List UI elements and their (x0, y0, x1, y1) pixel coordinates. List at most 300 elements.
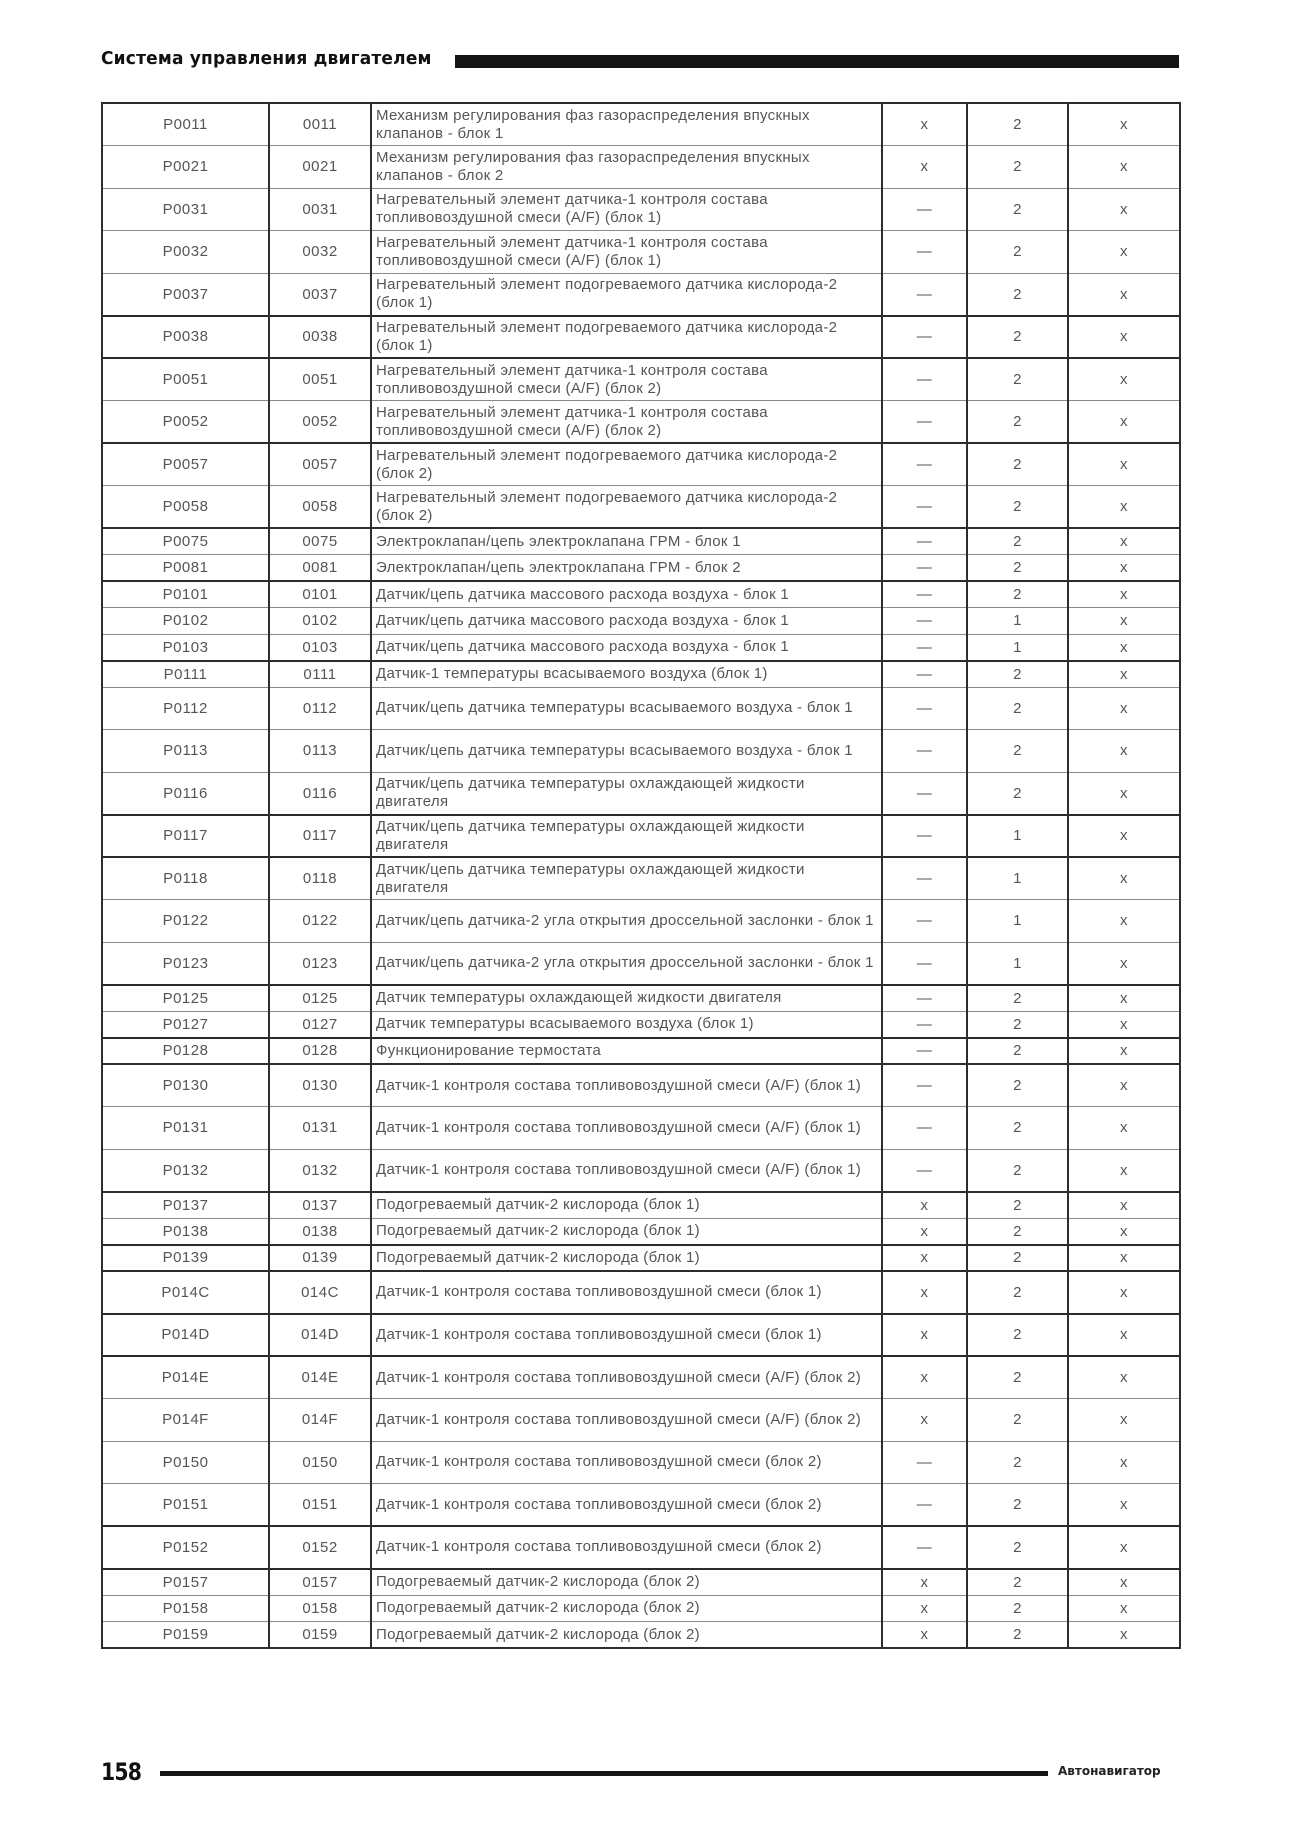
trip-count-cell: 2 (967, 1622, 1068, 1649)
table-row (102, 942, 1180, 985)
code-cell: P0037 (102, 273, 269, 316)
code-cell: P0157 (102, 1569, 269, 1596)
short-code-cell: 0152 (269, 1526, 371, 1569)
description-cell: Подогреваемый датчик-2 кислорода (блок 1) (371, 1218, 882, 1245)
trip-count-cell: 2 (967, 1107, 1068, 1150)
flag-cell-1: — (882, 316, 967, 359)
flag-cell-1: — (882, 634, 967, 661)
flag-cell-3: x (1068, 772, 1180, 815)
page-number: 158 (101, 1758, 142, 1786)
flag-cell-3: x (1068, 1314, 1180, 1357)
code-cell: P0057 (102, 443, 269, 486)
code-cell: P0038 (102, 316, 269, 359)
short-code-cell: 0128 (269, 1038, 371, 1065)
flag-cell-1: x (882, 146, 967, 189)
description-cell: Нагревательный элемент датчика-1 контроля состава топливовоздушной смеси (A/F) (блок 1) (371, 188, 882, 231)
code-cell: P0152 (102, 1526, 269, 1569)
flag-cell-1: — (882, 1526, 967, 1569)
flag-cell-3: x (1068, 555, 1180, 582)
table-row (102, 231, 1180, 274)
trip-count-cell: 2 (967, 188, 1068, 231)
short-code-cell: 0113 (269, 730, 371, 773)
description-cell: Датчик-1 контроля состава топливовоздушной смеси (блок 1) (371, 1314, 882, 1357)
flag-cell-1: x (882, 1569, 967, 1596)
table-row (102, 857, 1180, 900)
flag-cell-1: x (882, 1595, 967, 1622)
short-code-cell: 0116 (269, 772, 371, 815)
short-code-cell: 014F (269, 1399, 371, 1442)
flag-cell-3: x (1068, 687, 1180, 730)
trip-count-cell: 2 (967, 1271, 1068, 1314)
trip-count-cell: 2 (967, 687, 1068, 730)
description-cell: Датчик-1 контроля состава топливовоздушной смеси (блок 2) (371, 1441, 882, 1484)
flag-cell-1: — (882, 528, 967, 555)
flag-cell-1: — (882, 1441, 967, 1484)
flag-cell-1: x (882, 1314, 967, 1357)
flag-cell-1: — (882, 1149, 967, 1192)
table-row (102, 443, 1180, 486)
description-cell: Функционирование термостата (371, 1038, 882, 1065)
trip-count-cell: 2 (967, 146, 1068, 189)
table-row (102, 188, 1180, 231)
description-cell: Подогреваемый датчик-2 кислорода (блок 2) (371, 1569, 882, 1596)
flag-cell-3: x (1068, 815, 1180, 858)
trip-count-cell: 2 (967, 1441, 1068, 1484)
flag-cell-3: x (1068, 1107, 1180, 1150)
short-code-cell: 0123 (269, 942, 371, 985)
short-code-cell: 0150 (269, 1441, 371, 1484)
table-row (102, 661, 1180, 688)
code-cell: P0131 (102, 1107, 269, 1150)
trip-count-cell: 1 (967, 815, 1068, 858)
short-code-cell: 0159 (269, 1622, 371, 1649)
description-cell: Датчик/цепь датчика массового расхода воздуха - блок 1 (371, 608, 882, 635)
trip-count-cell: 2 (967, 581, 1068, 608)
description-cell: Датчик/цепь датчика массового расхода воздуха - блок 1 (371, 634, 882, 661)
flag-cell-1: — (882, 1011, 967, 1038)
short-code-cell: 0112 (269, 687, 371, 730)
table-row (102, 1038, 1180, 1065)
trip-count-cell: 2 (967, 1399, 1068, 1442)
description-cell: Электроклапан/цепь электроклапана ГРМ - блок 2 (371, 555, 882, 582)
table-row (102, 555, 1180, 582)
short-code-cell: 0032 (269, 231, 371, 274)
flag-cell-3: x (1068, 1218, 1180, 1245)
trip-count-cell: 2 (967, 1011, 1068, 1038)
trip-count-cell: 2 (967, 1526, 1068, 1569)
short-code-cell: 0101 (269, 581, 371, 608)
table-row (102, 1399, 1180, 1442)
code-cell: P0123 (102, 942, 269, 985)
flag-cell-1: — (882, 687, 967, 730)
flag-cell-3: x (1068, 1245, 1180, 1272)
table-row (102, 1484, 1180, 1527)
flag-cell-1: — (882, 486, 967, 529)
code-cell: P0150 (102, 1441, 269, 1484)
description-cell: Нагревательный элемент датчика-1 контроля состава топливовоздушной смеси (A/F) (блок 2) (371, 401, 882, 444)
flag-cell-1: x (882, 103, 967, 146)
code-cell: P014C (102, 1271, 269, 1314)
trip-count-cell: 2 (967, 528, 1068, 555)
description-cell: Датчик-1 контроля состава топливовоздушной смеси (блок 2) (371, 1526, 882, 1569)
flag-cell-3: x (1068, 316, 1180, 359)
code-cell: P014E (102, 1356, 269, 1399)
flag-cell-3: x (1068, 985, 1180, 1012)
description-cell: Нагревательный элемент датчика-1 контроля состава топливовоздушной смеси (A/F) (блок 1) (371, 231, 882, 274)
flag-cell-3: x (1068, 1441, 1180, 1484)
code-cell: P014F (102, 1399, 269, 1442)
table-row (102, 1218, 1180, 1245)
short-code-cell: 0038 (269, 316, 371, 359)
code-cell: P0117 (102, 815, 269, 858)
flag-cell-1: — (882, 942, 967, 985)
short-code-cell: 0021 (269, 146, 371, 189)
description-cell: Подогреваемый датчик-2 кислорода (блок 2) (371, 1595, 882, 1622)
description-cell: Датчик-1 контроля состава топливовоздушной смеси (A/F) (блок 1) (371, 1064, 882, 1107)
table-row (102, 146, 1180, 189)
description-cell: Нагревательный элемент подогреваемого датчика кислорода-2 (блок 2) (371, 486, 882, 529)
flag-cell-3: x (1068, 1356, 1180, 1399)
description-cell: Датчик-1 контроля состава топливовоздушной смеси (A/F) (блок 1) (371, 1107, 882, 1150)
trip-count-cell: 2 (967, 555, 1068, 582)
flag-cell-1: — (882, 857, 967, 900)
code-cell: P0158 (102, 1595, 269, 1622)
table-row (102, 1595, 1180, 1622)
short-code-cell: 014C (269, 1271, 371, 1314)
short-code-cell: 0158 (269, 1595, 371, 1622)
short-code-cell: 0117 (269, 815, 371, 858)
trip-count-cell: 2 (967, 231, 1068, 274)
table-row (102, 1149, 1180, 1192)
flag-cell-3: x (1068, 608, 1180, 635)
flag-cell-3: x (1068, 1595, 1180, 1622)
flag-cell-1: — (882, 985, 967, 1012)
table-row (102, 608, 1180, 635)
flag-cell-3: x (1068, 857, 1180, 900)
flag-cell-3: x (1068, 146, 1180, 189)
description-cell: Нагревательный элемент подогреваемого датчика кислорода-2 (блок 2) (371, 443, 882, 486)
short-code-cell: 0127 (269, 1011, 371, 1038)
description-cell: Электроклапан/цепь электроклапана ГРМ - блок 1 (371, 528, 882, 555)
flag-cell-1: — (882, 661, 967, 688)
description-cell: Датчик/цепь датчика температуры охлаждающей жидкости двигателя (371, 857, 882, 900)
flag-cell-1: x (882, 1399, 967, 1442)
table-row (102, 1192, 1180, 1219)
flag-cell-1: x (882, 1622, 967, 1649)
description-cell: Датчик/цепь датчика-2 угла открытия дроссельной заслонки - блок 1 (371, 900, 882, 943)
flag-cell-3: x (1068, 942, 1180, 985)
code-cell: P0058 (102, 486, 269, 529)
description-cell: Механизм регулирования фаз газораспределения впускных клапанов - блок 1 (371, 103, 882, 146)
code-cell: P0116 (102, 772, 269, 815)
short-code-cell: 0051 (269, 358, 371, 401)
table-row (102, 401, 1180, 444)
description-cell: Датчик-1 контроля состава топливовоздушной смеси (A/F) (блок 2) (371, 1356, 882, 1399)
flag-cell-1: — (882, 1038, 967, 1065)
short-code-cell: 0102 (269, 608, 371, 635)
description-cell: Подогреваемый датчик-2 кислорода (блок 2) (371, 1622, 882, 1649)
flag-cell-3: x (1068, 1192, 1180, 1219)
flag-cell-1: — (882, 608, 967, 635)
flag-cell-1: — (882, 1064, 967, 1107)
description-cell: Датчик/цепь датчика температуры всасываемого воздуха - блок 1 (371, 730, 882, 773)
table-row (102, 1064, 1180, 1107)
flag-cell-3: x (1068, 1271, 1180, 1314)
table-row (102, 1245, 1180, 1272)
trip-count-cell: 2 (967, 1218, 1068, 1245)
code-cell: P0031 (102, 188, 269, 231)
trip-count-cell: 2 (967, 661, 1068, 688)
trip-count-cell: 2 (967, 1569, 1068, 1596)
code-cell: P0112 (102, 687, 269, 730)
description-cell: Подогреваемый датчик-2 кислорода (блок 1) (371, 1192, 882, 1219)
section-title: Система управления двигателем (101, 48, 432, 70)
trip-count-cell: 2 (967, 1484, 1068, 1527)
trip-count-cell: 1 (967, 608, 1068, 635)
flag-cell-3: x (1068, 188, 1180, 231)
description-cell: Нагревательный элемент датчика-1 контроля состава топливовоздушной смеси (A/F) (блок 2) (371, 358, 882, 401)
description-cell: Датчик-1 контроля состава топливовоздушной смеси (A/F) (блок 2) (371, 1399, 882, 1442)
flag-cell-3: x (1068, 1484, 1180, 1527)
flag-cell-1: x (882, 1245, 967, 1272)
table-row (102, 1526, 1180, 1569)
flag-cell-3: x (1068, 634, 1180, 661)
trip-count-cell: 2 (967, 985, 1068, 1012)
trip-count-cell: 2 (967, 103, 1068, 146)
flag-cell-3: x (1068, 486, 1180, 529)
trip-count-cell: 2 (967, 401, 1068, 444)
code-cell: P0101 (102, 581, 269, 608)
flag-cell-3: x (1068, 103, 1180, 146)
description-cell: Датчик/цепь датчика температуры всасываемого воздуха - блок 1 (371, 687, 882, 730)
short-code-cell: 0052 (269, 401, 371, 444)
trip-count-cell: 2 (967, 1314, 1068, 1357)
description-cell: Датчик температуры охлаждающей жидкости двигателя (371, 985, 882, 1012)
code-cell: P0132 (102, 1149, 269, 1192)
code-cell: P0021 (102, 146, 269, 189)
flag-cell-3: x (1068, 273, 1180, 316)
description-cell: Датчик-1 контроля состава топливовоздушной смеси (A/F) (блок 1) (371, 1149, 882, 1192)
short-code-cell: 0103 (269, 634, 371, 661)
short-code-cell: 0118 (269, 857, 371, 900)
flag-cell-1: x (882, 1192, 967, 1219)
description-cell: Датчик/цепь датчика температуры охлаждающей жидкости двигателя (371, 815, 882, 858)
flag-cell-1: — (882, 581, 967, 608)
flag-cell-1: — (882, 555, 967, 582)
short-code-cell: 014D (269, 1314, 371, 1357)
flag-cell-3: x (1068, 231, 1180, 274)
code-cell: P0127 (102, 1011, 269, 1038)
diagnostic-codes-table (101, 102, 1181, 1649)
flag-cell-3: x (1068, 900, 1180, 943)
table-row (102, 985, 1180, 1012)
flag-cell-1: — (882, 358, 967, 401)
table-row (102, 1271, 1180, 1314)
short-code-cell: 0037 (269, 273, 371, 316)
flag-cell-3: x (1068, 661, 1180, 688)
short-code-cell: 0125 (269, 985, 371, 1012)
description-cell: Датчик-1 контроля состава топливовоздушной смеси (блок 1) (371, 1271, 882, 1314)
table-row (102, 273, 1180, 316)
table-row (102, 1011, 1180, 1038)
code-cell: P0151 (102, 1484, 269, 1527)
flag-cell-1: — (882, 443, 967, 486)
short-code-cell: 0011 (269, 103, 371, 146)
code-cell: P0139 (102, 1245, 269, 1272)
flag-cell-3: x (1068, 1399, 1180, 1442)
code-cell: P0137 (102, 1192, 269, 1219)
flag-cell-1: — (882, 815, 967, 858)
code-cell: P0032 (102, 231, 269, 274)
short-code-cell: 0139 (269, 1245, 371, 1272)
code-cell: P0051 (102, 358, 269, 401)
table-row (102, 634, 1180, 661)
flag-cell-3: x (1068, 1526, 1180, 1569)
trip-count-cell: 2 (967, 1192, 1068, 1219)
code-cell: P0075 (102, 528, 269, 555)
table-row (102, 1622, 1180, 1649)
table-row (102, 730, 1180, 773)
flag-cell-3: x (1068, 1038, 1180, 1065)
description-cell: Нагревательный элемент подогреваемого датчика кислорода-2 (блок 1) (371, 316, 882, 359)
flag-cell-1: — (882, 900, 967, 943)
trip-count-cell: 2 (967, 1064, 1068, 1107)
description-cell: Датчик/цепь датчика массового расхода воздуха - блок 1 (371, 581, 882, 608)
flag-cell-3: x (1068, 1622, 1180, 1649)
table-row (102, 316, 1180, 359)
footer-brand: Автонавигатор (1058, 1764, 1161, 1778)
flag-cell-1: x (882, 1271, 967, 1314)
short-code-cell: 0131 (269, 1107, 371, 1150)
table-row (102, 900, 1180, 943)
footer-rule (160, 1771, 1048, 1776)
flag-cell-1: — (882, 772, 967, 815)
trip-count-cell: 1 (967, 942, 1068, 985)
table-row (102, 1107, 1180, 1150)
flag-cell-3: x (1068, 581, 1180, 608)
trip-count-cell: 1 (967, 634, 1068, 661)
trip-count-cell: 2 (967, 358, 1068, 401)
trip-count-cell: 1 (967, 857, 1068, 900)
code-cell: P0103 (102, 634, 269, 661)
flag-cell-1: — (882, 273, 967, 316)
flag-cell-1: — (882, 231, 967, 274)
short-code-cell: 0111 (269, 661, 371, 688)
trip-count-cell: 2 (967, 1245, 1068, 1272)
code-cell: P0081 (102, 555, 269, 582)
short-code-cell: 0137 (269, 1192, 371, 1219)
header-rule (455, 55, 1179, 68)
description-cell: Подогреваемый датчик-2 кислорода (блок 1) (371, 1245, 882, 1272)
description-cell: Механизм регулирования фаз газораспределения впускных клапанов - блок 2 (371, 146, 882, 189)
trip-count-cell: 2 (967, 772, 1068, 815)
code-cell: P0122 (102, 900, 269, 943)
short-code-cell: 0151 (269, 1484, 371, 1527)
trip-count-cell: 2 (967, 1038, 1068, 1065)
table-row (102, 772, 1180, 815)
flag-cell-3: x (1068, 528, 1180, 555)
trip-count-cell: 2 (967, 730, 1068, 773)
code-cell: P0102 (102, 608, 269, 635)
code-cell: P0125 (102, 985, 269, 1012)
flag-cell-3: x (1068, 1011, 1180, 1038)
table-row (102, 687, 1180, 730)
flag-cell-1: — (882, 1107, 967, 1150)
flag-cell-1: — (882, 730, 967, 773)
trip-count-cell: 2 (967, 316, 1068, 359)
short-code-cell: 0138 (269, 1218, 371, 1245)
code-cell: P0130 (102, 1064, 269, 1107)
trip-count-cell: 2 (967, 273, 1068, 316)
table-row (102, 528, 1180, 555)
trip-count-cell: 2 (967, 1356, 1068, 1399)
trip-count-cell: 2 (967, 1595, 1068, 1622)
flag-cell-3: x (1068, 730, 1180, 773)
table-row (102, 486, 1180, 529)
flag-cell-1: x (882, 1218, 967, 1245)
short-code-cell: 014E (269, 1356, 371, 1399)
short-code-cell: 0122 (269, 900, 371, 943)
code-cell: P014D (102, 1314, 269, 1357)
code-cell: P0011 (102, 103, 269, 146)
description-cell: Датчик-1 контроля состава топливовоздушной смеси (блок 2) (371, 1484, 882, 1527)
flag-cell-3: x (1068, 443, 1180, 486)
description-cell: Нагревательный элемент подогреваемого датчика кислорода-2 (блок 1) (371, 273, 882, 316)
table-row (102, 1441, 1180, 1484)
short-code-cell: 0130 (269, 1064, 371, 1107)
flag-cell-3: x (1068, 358, 1180, 401)
short-code-cell: 0132 (269, 1149, 371, 1192)
flag-cell-3: x (1068, 1149, 1180, 1192)
flag-cell-1: — (882, 188, 967, 231)
description-cell: Датчик/цепь датчика-2 угла открытия дроссельной заслонки - блок 1 (371, 942, 882, 985)
short-code-cell: 0031 (269, 188, 371, 231)
table-row (102, 581, 1180, 608)
short-code-cell: 0081 (269, 555, 371, 582)
table-row (102, 815, 1180, 858)
short-code-cell: 0075 (269, 528, 371, 555)
table-row (102, 103, 1180, 146)
trip-count-cell: 2 (967, 486, 1068, 529)
flag-cell-1: — (882, 1484, 967, 1527)
flag-cell-1: — (882, 401, 967, 444)
trip-count-cell: 1 (967, 900, 1068, 943)
table-row (102, 358, 1180, 401)
code-cell: P0128 (102, 1038, 269, 1065)
code-cell: P0052 (102, 401, 269, 444)
trip-count-cell: 2 (967, 443, 1068, 486)
flag-cell-1: x (882, 1356, 967, 1399)
description-cell: Датчик температуры всасываемого воздуха (блок 1) (371, 1011, 882, 1038)
flag-cell-3: x (1068, 1569, 1180, 1596)
table-row (102, 1569, 1180, 1596)
code-cell: P0118 (102, 857, 269, 900)
short-code-cell: 0157 (269, 1569, 371, 1596)
flag-cell-3: x (1068, 1064, 1180, 1107)
description-cell: Датчик/цепь датчика температуры охлаждающей жидкости двигателя (371, 772, 882, 815)
table-row (102, 1356, 1180, 1399)
code-cell: P0113 (102, 730, 269, 773)
code-cell: P0159 (102, 1622, 269, 1649)
description-cell: Датчик-1 температуры всасываемого воздуха (блок 1) (371, 661, 882, 688)
code-cell: P0111 (102, 661, 269, 688)
trip-count-cell: 2 (967, 1149, 1068, 1192)
code-cell: P0138 (102, 1218, 269, 1245)
flag-cell-3: x (1068, 401, 1180, 444)
short-code-cell: 0058 (269, 486, 371, 529)
short-code-cell: 0057 (269, 443, 371, 486)
table-row (102, 1314, 1180, 1357)
